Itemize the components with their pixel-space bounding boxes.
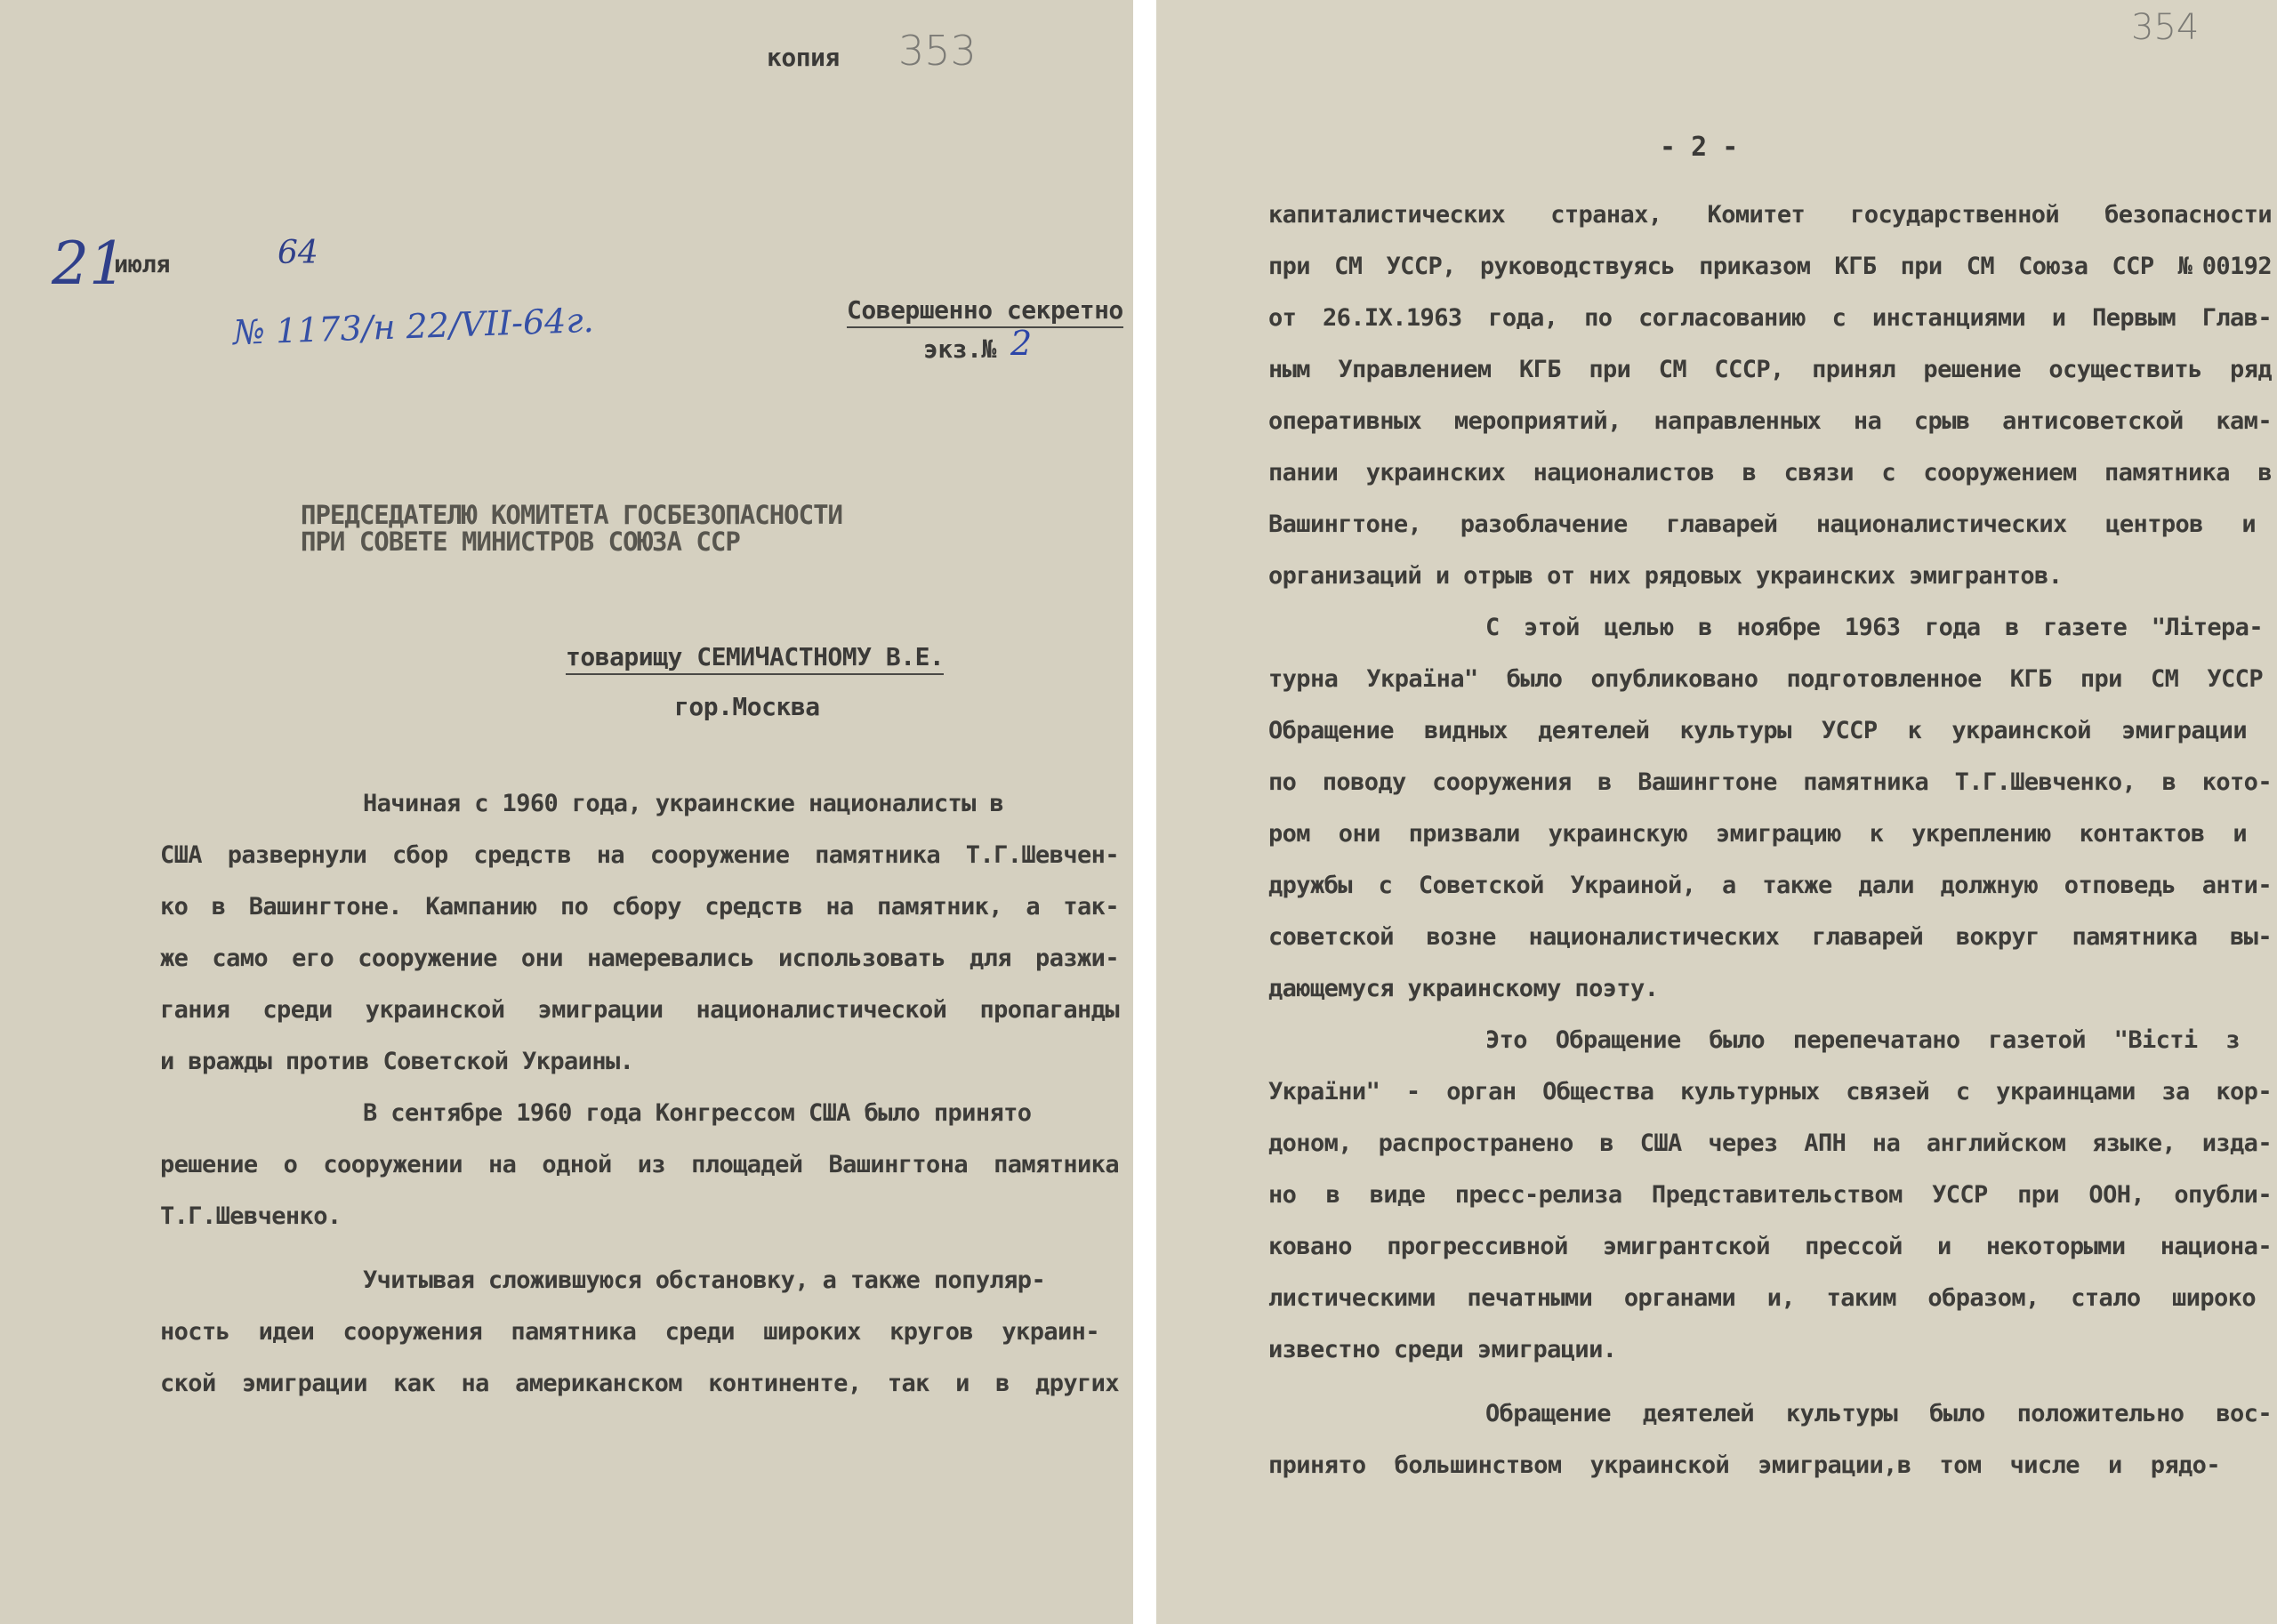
body-line: известно среди эмиграции. — [1268, 1336, 1617, 1363]
body-line: Обращение деятелей культуры было положительно вос- — [1485, 1400, 2272, 1427]
addressee-line-1: ПРЕДСЕДАТЕЛЮ КОМИТЕТА ГОСБЕЗОПАСНОСТИ — [301, 500, 843, 530]
body-line: С этой целью в ноябре 1963 года в газете "Літера- — [1485, 614, 2263, 641]
archive-number: 353 — [898, 27, 977, 75]
body-line: США развернули сбор средств на сооружение памятника Т.Г.Шевчен- — [160, 841, 1119, 869]
body-line: по поводу сооружения в Вашингтоне памятника Т.Г.Шевченко, в кото- — [1268, 768, 2272, 796]
body-line: ность идеи сооружения памятника среди широких кругов украин- — [160, 1318, 1099, 1346]
body-line: України" - орган Общества культурных связей с украинцами за кор- — [1268, 1078, 2272, 1105]
classification-stamp: Совершенно секретно — [847, 295, 1123, 328]
recipient-city: гор.Москва — [674, 692, 820, 721]
body-line: Т.Г.Шевченко. — [160, 1202, 342, 1230]
body-line: Вашингтоне, разоблачение главарей националистических центров и — [1268, 511, 2256, 538]
archive-number: 354 — [2131, 7, 2200, 48]
body-line: решение о сооружении на одной из площадей Вашингтона памятника — [160, 1151, 1119, 1178]
body-line: пании украинских националистов в связи с сооружением памятника в — [1268, 459, 2272, 486]
body-line: доном, распространено в США через АПН на английском языке, изда- — [1268, 1130, 2272, 1157]
body-line: от 26.IX.1963 года, по согласованию с инстанциями и Первым Глав- — [1268, 304, 2272, 332]
body-line: принято большинством украинской эмиграции,в том числе и рядо- — [1268, 1451, 2220, 1479]
body-line: Учитывая сложившуюся обстановку, а также популяр- — [363, 1266, 1046, 1294]
body-line: Обращение видных деятелей культуры УССР к украинской эмиграции — [1268, 717, 2247, 744]
page-right — [1156, 0, 2277, 1624]
body-line: советской возне националистических главарей вокруг памятника вы- — [1268, 923, 2272, 951]
body-line: организаций и отрыв от них рядовых украинских эмигрантов. — [1268, 562, 2063, 590]
body-line: Это Обращение было перепечатано газетой "Вісті з — [1485, 1026, 2240, 1054]
page-left — [0, 0, 1133, 1624]
body-line: и вражды против Советской Украины. — [160, 1048, 634, 1075]
copy-number-value: 2 — [1010, 324, 1033, 363]
body-line: ской эмиграции как на американском континенте, так и в других — [160, 1370, 1119, 1397]
copy-number-label: экз.№ — [923, 334, 996, 364]
copy-mark: копия — [767, 43, 840, 72]
addressee-line-2: ПРИ СОВЕТЕ МИНИСТРОВ СОЮЗА ССР — [301, 527, 740, 557]
date-month: июля — [114, 251, 171, 278]
body-line: же само его сооружение они намеревались использовать для разжи- — [160, 945, 1119, 972]
body-line: ром они призвали украинскую эмиграцию к укреплению контактов и — [1268, 820, 2247, 848]
body-line: Начиная с 1960 года, украинские националисты в — [363, 790, 1004, 817]
body-line: оперативных мероприятий, направленных на срыв антисоветской кам- — [1268, 407, 2272, 435]
page-number: - 2 - — [1660, 132, 1738, 163]
body-line: дружбы с Советской Украиной, а также дали должную отповедь анти- — [1268, 872, 2272, 899]
date-day: 21 — [52, 229, 126, 298]
body-line: турна Україна" было опубликовано подготовленное КГБ при СМ УССР — [1268, 665, 2263, 693]
body-line: ко в Вашингтоне. Кампанию по сбору средств на памятник, а так- — [160, 893, 1119, 921]
body-line: капиталистических странах, Комитет государственной безопасности — [1268, 201, 2272, 229]
registration-number: № 1173/н 22/VII-64г. — [232, 300, 595, 352]
body-line: но в виде пресс-релиза Представительством УССР при ООН, опубли- — [1268, 1181, 2272, 1209]
recipient-name: товарищу СЕМИЧАСТНОМУ В.Е. — [566, 642, 944, 675]
body-line: В сентябре 1960 года Конгрессом США было принято — [363, 1099, 1032, 1127]
body-line: гания среди украинской эмиграции националистической пропаганды — [160, 996, 1119, 1024]
body-line: дающемуся украинскому поэту. — [1268, 975, 1659, 1002]
body-line: ным Управлением КГБ при СМ СССР, принял решение осуществить ряд — [1268, 356, 2272, 383]
body-line: листическими печатными органами и, таким образом, стало широко — [1268, 1284, 2256, 1312]
body-line: при СМ УССР, руководствуясь приказом КГБ при СМ Союза ССР №00192 — [1268, 253, 2272, 280]
body-line: ковано прогрессивной эмигрантской прессой и некоторыми национа- — [1268, 1233, 2272, 1260]
date-year: 64 — [278, 235, 318, 271]
